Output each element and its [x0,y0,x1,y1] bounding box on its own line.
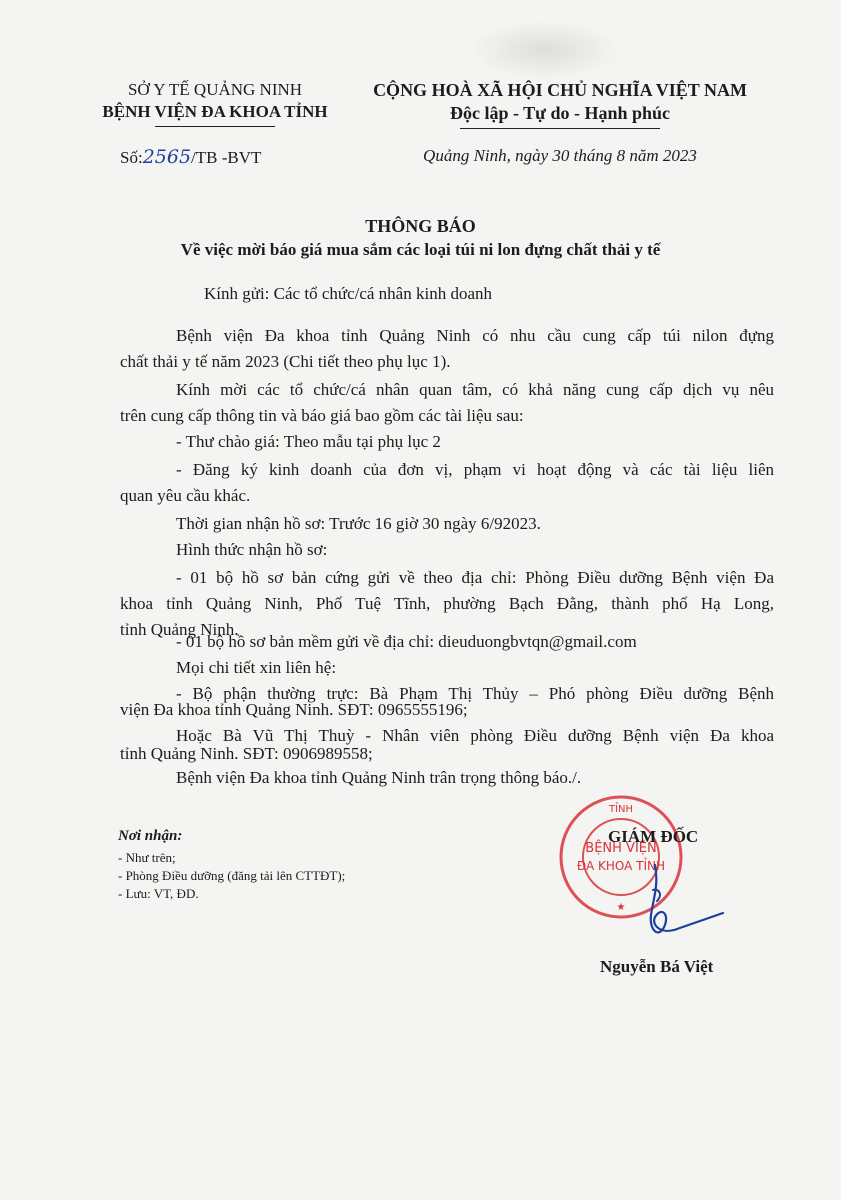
motto-divider [460,128,660,129]
body-line: - Thư chào giá: Theo mẫu tại phụ lục 2 [176,432,441,451]
scan-smudge [470,20,620,80]
date-line: Quảng Ninh, ngày 30 tháng 8 năm 2023 [423,146,697,165]
document-number [120,146,261,168]
body-line: viện Đa khoa tỉnh Quảng Ninh. SĐT: 0965555196; [120,700,468,719]
body-line: - Đăng ký kinh doanh của đơn vị, phạm vi hoạt động và các tài liệu liên [176,460,774,479]
recipient-item: - Như trên; [118,850,176,865]
body-line: Thời gian nhận hồ sơ: Trước 16 giờ 30 ngày 6/92023. [176,514,541,533]
body-line: Hình thức nhận hồ sơ: [176,540,328,559]
org-name: BỆNH VIỆN ĐA KHOA TỈNH [102,102,328,121]
body-line: khoa tỉnh Quảng Ninh, Phố Tuệ Tĩnh, phường Bạch Đằng, thành phố Hạ Long, [120,594,774,613]
stamp-top-text: TỈNH [608,804,634,815]
national-motto: Độc lập - Tự do - Hạnh phúc [449,103,671,123]
svg-text:★: ★ [616,902,626,913]
stamp-line-2: ĐA KHOA TỈNH [576,859,666,873]
handwritten-signature [625,855,725,950]
body-line: chất thải y tế năm 2023 (Chi tiết theo phụ lục 1). [120,352,451,371]
document-title: THÔNG BÁO [365,216,476,236]
body-line: - Bộ phận thường trực: Bà Phạm Thị Thủy – Phó phòng Điều dưỡng Bệnh [176,684,774,703]
recipients-heading: Nơi nhận: [118,828,183,844]
body-line: - 01 bộ hồ sơ bản mềm gửi về địa chỉ: dieuduongbvtqn@gmail.com [176,632,637,651]
body-line: - 01 bộ hồ sơ bản cứng gửi về theo địa chỉ: Phòng Điều dưỡng Bệnh viện Đa [176,568,774,587]
doc-number-handwritten: 2565 [142,146,192,168]
signer-name: Nguyễn Bá Việt [600,957,714,976]
stamp-line-1: BỆNH VIỆN [585,841,657,856]
salutation: Kính gửi: Các tổ chức/cá nhân kinh doanh [204,284,492,303]
body-line: Mọi chi tiết xin liên hệ: [176,658,337,677]
document-subtitle: Về việc mời báo giá mua sắm các loại túi ni lon đựng chất thải y tế [180,240,661,259]
org-parent: SỞ Y TẾ QUẢNG NINH [127,80,303,99]
doc-number-prefix: Số: [120,148,143,167]
signer-title: GIÁM ĐỐC [608,827,699,846]
doc-number-suffix: /TB -BVT [191,148,262,167]
body-line: tỉnh Quảng Ninh. SĐT: 0906989558; [120,744,373,763]
recipient-item: - Lưu: VT, ĐD. [118,886,199,901]
body-line: Kính mời các tổ chức/cá nhân quan tâm, có khả năng cung cấp dịch vụ nêu [176,380,774,399]
recipient-item: - Phòng Điều dưỡng (đăng tải lên CTTĐT); [118,868,346,883]
body-line: tỉnh Quảng Ninh. [120,620,239,639]
body-line: trên cung cấp thông tin và báo giá bao gồm các tài liệu sau: [120,406,524,425]
body-line: Bệnh viện Đa khoa tỉnh Quảng Ninh có nhu cầu cung cấp túi nilon đựng [176,326,774,345]
body-line: Bệnh viện Đa khoa tỉnh Quảng Ninh trân trọng thông báo./. [176,768,582,787]
org-divider [155,126,275,127]
body-line: quan yêu cầu khác. [120,486,251,505]
national-title: CỘNG HOÀ XÃ HỘI CHỦ NGHĨA VIỆT NAM [373,80,747,100]
body-line: Hoặc Bà Vũ Thị Thuỳ - Nhân viên phòng Điều dưỡng Bệnh viện Đa khoa [176,726,774,745]
